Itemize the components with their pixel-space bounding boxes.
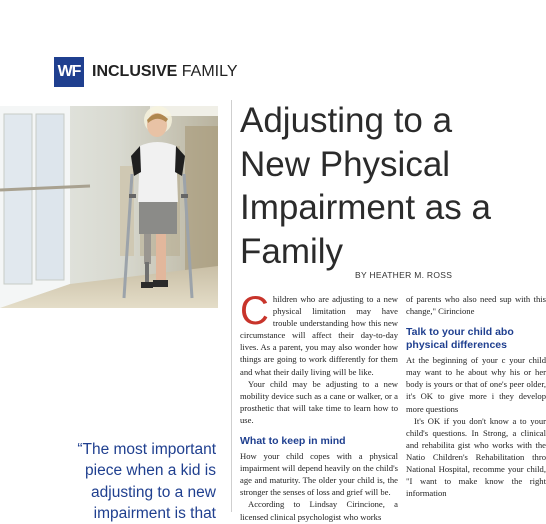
article-photo xyxy=(0,106,218,308)
body-paragraph: Your child may be adjusting to a new mobility device such as a cane or walker, or a prosthetic that will take time to learn how to use. xyxy=(240,378,398,425)
body-paragraph: According to Lindsay Cirincione, a licensed clinical psychologist who works xyxy=(240,499,398,522)
quote-line: impairment is that xyxy=(93,504,216,522)
quote-line: adjusting to a new xyxy=(91,483,216,501)
body-paragraph: How your child copes with a physical impairment will depend heavily on the child's age and maturity. The older your child is, the stronger the senses of loss and grief will be. xyxy=(240,451,398,498)
title-line: Impairment as a xyxy=(240,188,491,227)
section-header xyxy=(92,63,238,81)
body-column-2 xyxy=(406,293,546,499)
title-line: Family xyxy=(240,231,344,271)
column-divider xyxy=(231,100,232,512)
pull-quote xyxy=(40,439,216,524)
intro-paragraph xyxy=(240,289,398,378)
quote-line: “The most important xyxy=(77,441,216,458)
body-column-1 xyxy=(240,289,398,523)
photo-teen-with-crutches xyxy=(0,106,218,308)
body-paragraph: At the beginning of your c your child may want to he about why his or her body is yours or that of one's peer older, it's OK to give more i they develop more questions xyxy=(406,355,546,414)
title-line: New Physical xyxy=(240,144,451,184)
wf-logo: WF xyxy=(54,57,84,87)
section-bold: INCLUSIVE xyxy=(92,63,178,80)
article-title xyxy=(240,99,491,273)
body-paragraph: It's OK if you don't know a to your child's questions. In Strong, a clinical and rehabilita gist who works with the Natio Children's Rehabilitation thro National Hospital, recomme your child, "I want to make know the right information xyxy=(406,415,546,499)
byline: BY HEATHER M. ROSS xyxy=(355,270,453,280)
body-paragraph: of parents who also need sup with this change," Cirincione xyxy=(406,294,546,317)
subheading: Talk to your child abo physical differences xyxy=(406,326,514,352)
section-light: FAMILY xyxy=(177,63,238,80)
subheading: What to keep in mind xyxy=(240,435,346,448)
title-line: Adjusting to a xyxy=(240,101,453,140)
drop-cap: C xyxy=(240,289,269,333)
quote-line: piece when a kid is xyxy=(85,462,216,480)
intro-text: hildren who are adjusting to a new physical limitation may have trouble understanding how this new circumstance will affect their day-to-day lives. As a parent, you may also wonder how things are going to work differently for them and what their daily living will be like. xyxy=(240,294,398,377)
